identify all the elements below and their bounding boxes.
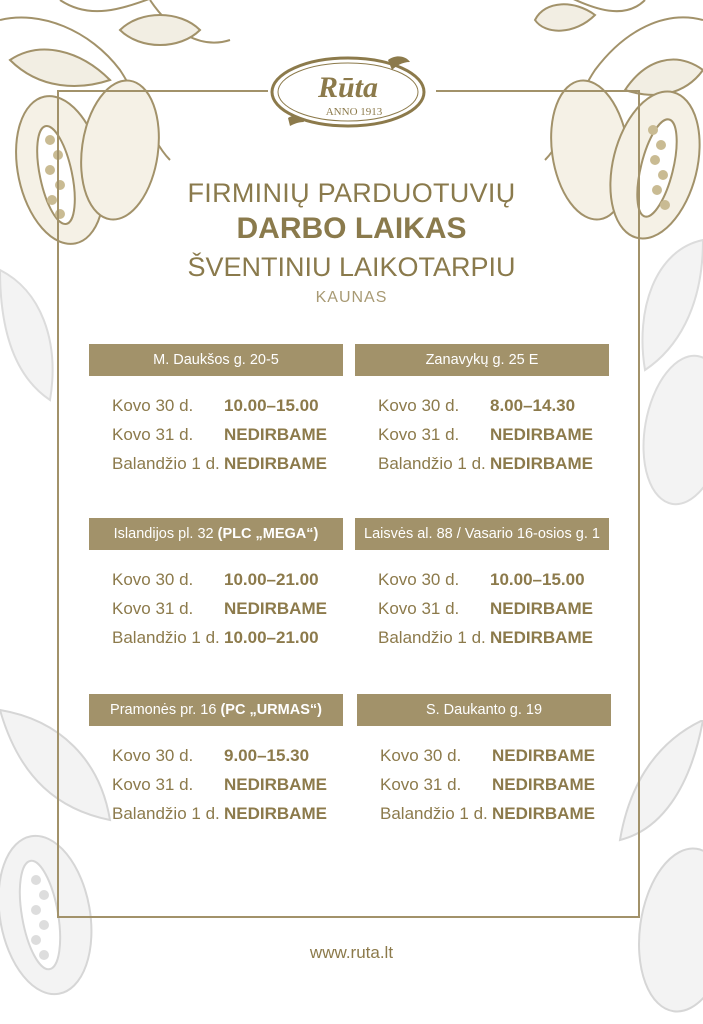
store-card [355, 344, 609, 478]
day-label: Kovo 31 d. [378, 599, 460, 618]
brand-tagline: ANNO 1913 [325, 106, 383, 118]
hours-value: NEDIRBAME [490, 628, 593, 647]
hours-value: 10.00–15.00 [224, 396, 319, 415]
store-card [89, 518, 343, 652]
ruta-logo-emblem [268, 52, 436, 134]
day-label: Balandžio 1 d. [112, 628, 220, 647]
hours-value: NEDIRBAME [490, 425, 593, 444]
day-label: Kovo 30 d. [380, 746, 462, 765]
store-address-bold: (PLC „MEGA“) [217, 526, 319, 542]
ruta-logo [268, 52, 436, 134]
hours-row [355, 594, 609, 623]
title-line-3: ŠVENTINIU LAIKOTARPIU [187, 252, 516, 282]
store-address-bar [89, 518, 343, 550]
hours-value: NEDIRBAME [224, 775, 327, 794]
hours-row [89, 391, 343, 420]
hours-row [89, 565, 343, 594]
city-label: KAUNAS [315, 289, 388, 306]
hours-value: NEDIRBAME [490, 599, 593, 618]
store-address: Zanavykų g. 25 E [425, 352, 539, 368]
day-label: Kovo 30 d. [378, 396, 460, 415]
hours-value: NEDIRBAME [492, 746, 595, 765]
hours-value: 10.00–15.00 [490, 570, 585, 589]
hours-row [89, 449, 343, 478]
store-address-bar [355, 344, 609, 376]
hours-row [355, 420, 609, 449]
frame-line-left [168, 90, 268, 92]
hours-row [355, 565, 609, 594]
store-address-bar [355, 518, 609, 550]
store-address-bold: (PC „URMAS“) [220, 702, 322, 718]
hours-row [89, 594, 343, 623]
store-address: S. Daukanto g. 19 [425, 702, 543, 718]
website-link[interactable]: www.ruta.lt [309, 943, 394, 962]
hours-row [89, 741, 343, 770]
hours-row [355, 623, 609, 652]
hours-value: NEDIRBAME [224, 804, 327, 823]
store-card [355, 518, 609, 652]
hours-value: NEDIRBAME [492, 804, 595, 823]
hours-value: NEDIRBAME [224, 454, 327, 473]
hours-value: NEDIRBAME [490, 454, 593, 473]
hours-row [89, 799, 343, 828]
brand-name: Rūta [317, 71, 379, 104]
day-label: Kovo 30 d. [112, 746, 194, 765]
hours-row [357, 770, 611, 799]
title-line-2: DARBO LAIKAS [236, 212, 467, 245]
day-label: Kovo 31 d. [112, 775, 194, 794]
store-address: Islandijos pl. 32 [113, 526, 218, 542]
hours-value: 10.00–21.00 [224, 628, 319, 647]
hours-row [357, 799, 611, 828]
store-card [357, 694, 611, 828]
hours-row [89, 420, 343, 449]
hours-row [89, 770, 343, 799]
hours-value: NEDIRBAME [224, 425, 327, 444]
day-label: Kovo 30 d. [378, 570, 460, 589]
hours-row [355, 449, 609, 478]
store-address: M. Daukšos g. 20-5 [153, 352, 279, 368]
day-label: Balandžio 1 d. [378, 454, 486, 473]
day-label: Balandžio 1 d. [380, 804, 488, 823]
hours-row [89, 623, 343, 652]
store-card [89, 344, 343, 478]
day-label: Kovo 31 d. [380, 775, 462, 794]
hours-value: 8.00–14.30 [490, 396, 576, 415]
store-address-bar [89, 694, 343, 726]
title-line-1: FIRMINIŲ PARDUOTUVIŲ [187, 178, 516, 208]
frame-line-right [436, 90, 511, 92]
store-address-bar [357, 694, 611, 726]
day-label: Balandžio 1 d. [378, 628, 486, 647]
store-card [89, 694, 343, 828]
day-label: Balandžio 1 d. [112, 804, 220, 823]
day-label: Balandžio 1 d. [112, 454, 220, 473]
store-address: Laisvės al. 88 / Vasario 16-osios g. 1 [364, 526, 600, 542]
hours-row [355, 391, 609, 420]
hours-value: NEDIRBAME [224, 599, 327, 618]
store-address: Pramonės pr. 16 [110, 702, 221, 718]
hours-value: 10.00–21.00 [224, 570, 319, 589]
day-label: Kovo 31 d. [112, 599, 194, 618]
hours-value: 9.00–15.30 [224, 746, 310, 765]
store-address-bar [89, 344, 343, 376]
hours-row [357, 741, 611, 770]
day-label: Kovo 31 d. [112, 425, 194, 444]
day-label: Kovo 30 d. [112, 396, 194, 415]
day-label: Kovo 31 d. [378, 425, 460, 444]
day-label: Kovo 30 d. [112, 570, 194, 589]
hours-value: NEDIRBAME [492, 775, 595, 794]
